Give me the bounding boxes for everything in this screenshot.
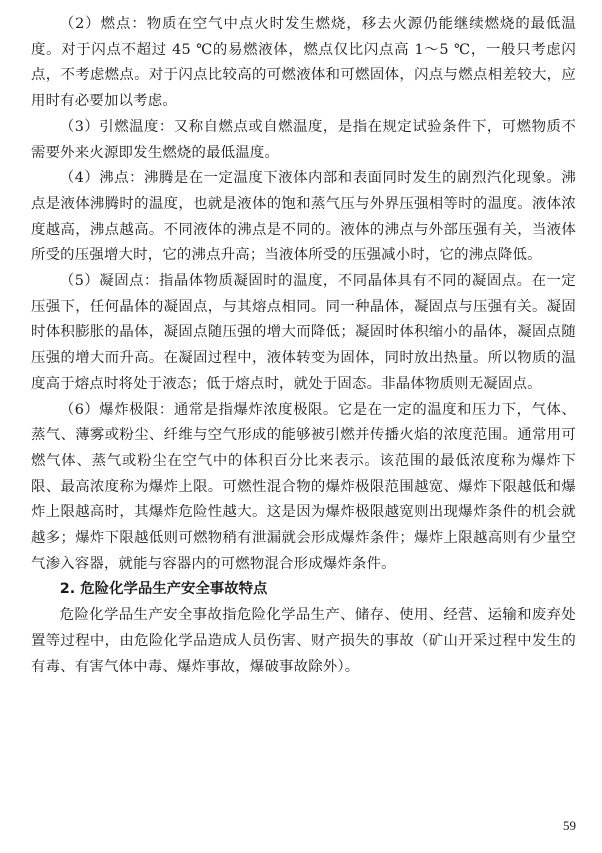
section-paragraph: 危险化学品生产安全事故指危险化学品生产、储存、使用、经营、运输和废弃处置等过程中，由危险化学品造成人员伤害、财产损失的事故（矿山开采过程中发生的有毒、有害气体中毒、爆炸事故，爆破事故除外）。 xyxy=(31,607,576,675)
paragraph-explosion-limit: （6）爆炸极限：通常是指爆炸浓度极限。它是在一定的温度和压力下，气体、蒸气、薄雾或粉尘、纤维与空气形成的能够被引燃并传播火焰的浓度范围。通常用可燃气体、蒸气或粉尘在空气中的体积百分比来表示。该范围的最低浓度称为爆炸下限、最高浓度称为爆炸上限。可燃性混合物的爆炸极限范围越宽、爆炸下限越低和爆炸上限越高时，其爆炸危险性越大。这是因为爆炸极限越宽则出现爆炸条件的机会就越多；爆炸下限越低则可燃物稍有泄漏就会形成爆炸条件；爆炸上限越高则有少量空气渗入容器，就能与容器内的可燃物混合形成爆炸条件。 xyxy=(31,401,576,572)
paragraph-autoignition-temperature: （3）引燃温度：又称自燃点或自燃温度，是指在规定试验条件下，可燃物质不需要外来火源即发生燃烧的最低温度。 xyxy=(31,118,576,161)
paragraph-freezing-point: （5）凝固点：指晶体物质凝固时的温度，不同晶体具有不同的凝固点。在一定压强下，任何晶体的凝固点，与其熔点相同。同一种晶体，凝固点与压强有关。凝固时体积膨胀的晶体，凝固点随压强的增大而降低；凝固时体积缩小的晶体，凝固点随压强的增大而升高。在凝固过程中，液体转变为固体，同时放出热量。所以物质的温度高于熔点时将处于液态；低于熔点时，就处于固态。非晶体物质则无凝固点。 xyxy=(31,273,576,392)
paragraph-boiling-point: （4）沸点：沸腾是在一定温度下液体内部和表面同时发生的剧烈汽化现象。沸点是液体沸腾时的温度，也就是液体的饱和蒸气压与外界压强相等时的温度。液体浓度越高，沸点越高。不同液体的沸点是不同的。液体的沸点与外部压强有关，当液体所受的压强增大时，它的沸点升高；当液体所受的压强减小时，它的沸点降低。 xyxy=(31,170,576,264)
paragraph-ignition-point: （2）燃点：物质在空气中点火时发生燃烧，移去火源仍能继续燃烧的最低温度。对于闪点不超过 45 ℃的易燃液体，燃点仅比闪点高 1～5 ℃，一般只考虑闪点，不考虑燃点。对于闪点比较高的可燃液体和可燃固体，闪点与燃点相差较大，应用时有必要加以考虑。 xyxy=(31,16,576,110)
page-number: 59 xyxy=(563,818,576,833)
section-heading: 2. 危险化学品生产安全事故特点 xyxy=(59,581,268,598)
page-content xyxy=(31,12,576,680)
